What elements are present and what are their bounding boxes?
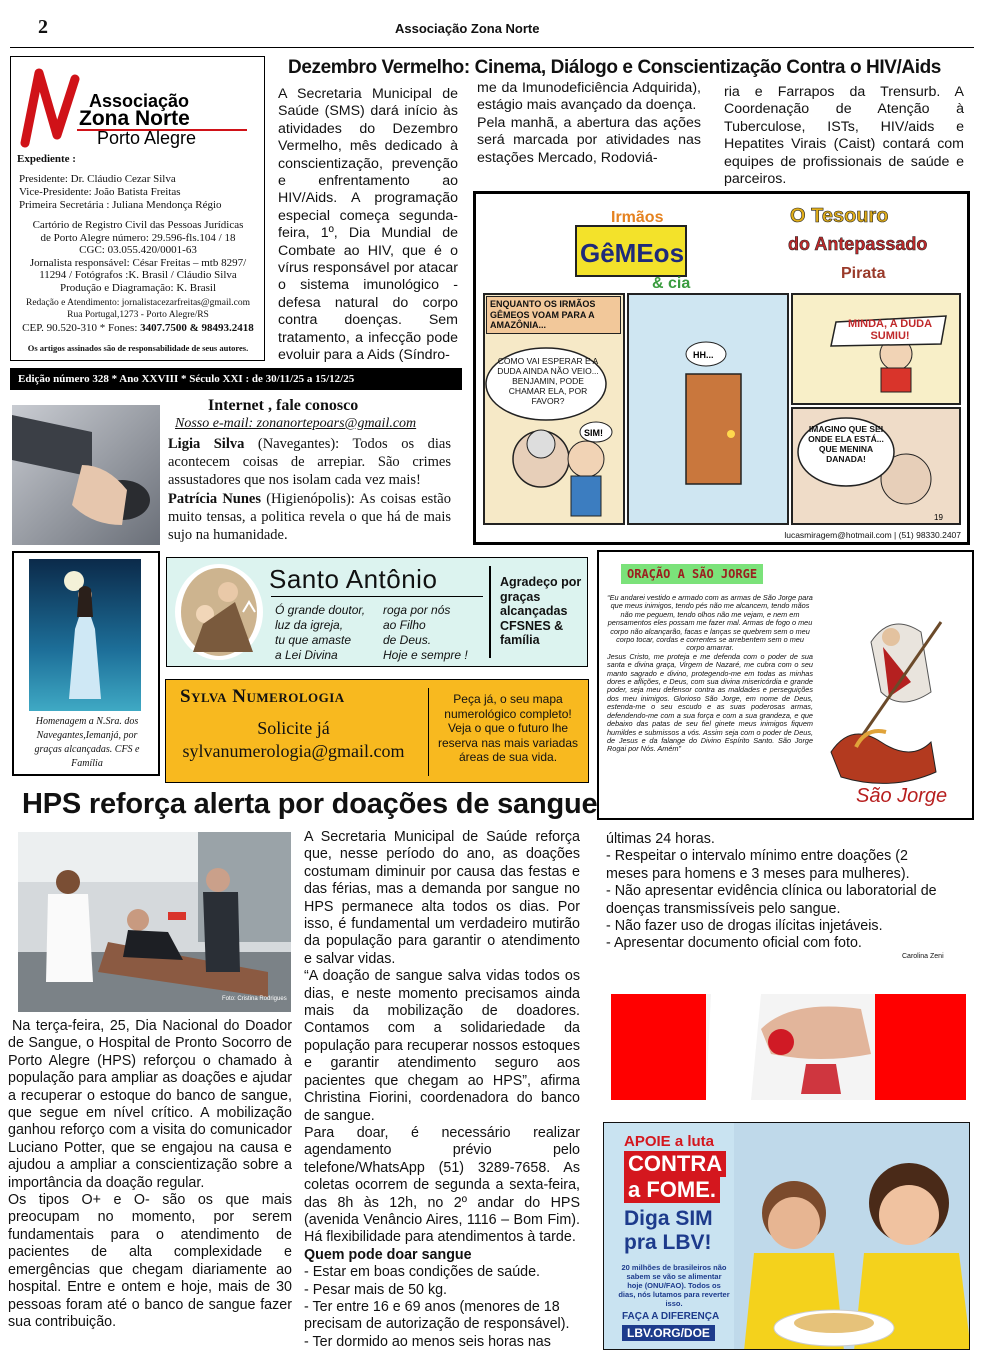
association-logo	[17, 65, 257, 155]
staff-list	[19, 173, 222, 212]
contact-line: Redação e Atendimento: jornalistacezarfreitas@gmail.com	[26, 298, 250, 308]
registry-line: 11294 / Fotógrafos :K. Brasil / Cláudio Silva	[39, 269, 237, 281]
lbv-cta: FAÇA A DIFERENÇA	[622, 1311, 720, 1322]
comic-bubble-5: IMAGINO QUE SEI ONDE ELA ESTÁ... QUE MENINA DANADA!	[808, 424, 884, 464]
masthead-box	[10, 56, 265, 361]
internet-letters	[168, 435, 451, 544]
sao-jorge-prayer	[607, 594, 813, 754]
staff-line: Vice-Presidente: João Batista Freitas	[19, 186, 181, 198]
santo-antonio-box	[166, 557, 588, 667]
staff-line: Primeira Secretária : Juliana Mendonça Régio	[19, 199, 222, 211]
letter-1-author: Ligia Silva	[168, 436, 245, 452]
lbv-ad[interactable]	[603, 1122, 970, 1350]
registry-line: de Porto Alegre número: 29.596-fls.104 / 18	[40, 231, 236, 244]
prayer-part-1: “Eu andarei vestido e armado com as armas de São Jorge para que meus inimigos, tendo pés não me alcancem, tendo mãos não me peguem, tendo olhos não me vejam, e nem em pensamentos eles possam me fazer mal. Armas de fogo o meu corpo não alcançarão, facas e lanças se quebrem sem o meu corpo tocar, cordas e correntes se arrebentem sem o meu corpo amarrar.	[607, 593, 813, 653]
hps-headline: HPS reforça alerta por doações de sangue	[22, 788, 598, 820]
sao-jorge-box	[597, 550, 974, 820]
hps-col-1-p1: Na terça-feira, 25, Dia Nacional do Doador de Sangue, o Hospital de Pronto Socorro de Porto Alegre (HPS) reforçou o chamado à população para ampliar as doações e ajudar a recuperar o estoque do banco de sangue, que segue em nível crítico. A mobilização ganhou reforço com a visita do comunicador Luciano Potter, que se engajou na causa e ajudou a ampliar a conscientização sobre a importância da doação regular.	[8, 1018, 292, 1191]
hps-col-3-item: - Não apresentar evidência clínica ou laboratorial de doenças transmissíveis pelo sangue.	[606, 883, 937, 917]
numerologia-title: Sylva Numerologia	[180, 686, 345, 707]
hps-req-item: - Ter dormido ao menos seis horas nas	[304, 1333, 551, 1350]
iemanja-caption: Homenagem a N.Sra. dos Navegantes,Iemanjá, por graças alcançadas. CFS e Família	[34, 716, 140, 769]
logo-line-2: Zona Norte	[79, 107, 190, 130]
hps-req-item: - Estar em boas condições de saúde.	[304, 1264, 541, 1281]
numerologia-ad	[165, 679, 589, 783]
iemanja-image	[29, 559, 141, 711]
comic-page-number: 19	[934, 513, 943, 522]
comic-title-left-3: & cia	[652, 275, 691, 292]
iemanja-tribute	[12, 551, 160, 776]
santo-antonio-image	[173, 562, 265, 662]
comic-art	[476, 194, 967, 542]
internet-email: Nosso e-mail: zonanortepoars@gmail.com	[175, 416, 417, 431]
lbv-line-4: Diga SIM	[624, 1207, 713, 1230]
poem-right: roga por nós	[383, 603, 451, 617]
edition-bar: Edição número 328 * Ano XXVIII * Século XXI : de 30/11/25 a 15/12/25	[10, 368, 462, 390]
disclaimer: Os artigos assinados são de responsabilidade de seus autores.	[27, 343, 249, 353]
santo-antonio-rule	[271, 596, 483, 597]
comic-title-right-3: Pirata	[841, 265, 886, 282]
logo-line-3: Porto Alegre	[97, 128, 197, 148]
poem-left: tu que amaste	[275, 633, 352, 647]
hps-col-2-p3: Para doar, é necessário realizar agendamento prévio pelo telefone/WhatsApp (51) 3289-7658. As coletas ocorrem de segunda a sexta-feira, das 8h às 12h, no 2º andar do HPS (avenida Venâncio Aires, 1116 – Bom Fim). Há flexibilidade para atendimentos à tarde.	[304, 1124, 580, 1246]
internet-title: Internet , fale conosco	[208, 397, 359, 414]
lbv-kids-image	[734, 1123, 970, 1350]
hps-col-3-item: - Apresentar documento oficial com foto.	[606, 935, 862, 952]
hps-req-item: - Ter entre 16 e 69 anos (menores de 18 precisam de autorização de responsável).	[304, 1298, 570, 1333]
dezembro-col-3: ria e Farrapos da Trensurb. A Coordenação de Atenção à Tuberculose, ISTs, HIV/aids e Hepatites Virais (Caist) contará com equipes de profissionais de saúde e parceiros.	[724, 84, 964, 188]
numerologia-email[interactable]: sylvanumerologia@gmail.com	[182, 741, 405, 761]
poem-right: ao Filho	[383, 618, 426, 632]
lbv-line-2: CONTRA	[624, 1151, 726, 1177]
publication-name: Associação Zona Norte	[395, 21, 540, 36]
poem-left: luz da igreja,	[275, 618, 344, 632]
lbv-line-3: a FOME.	[624, 1177, 720, 1203]
lbv-line-1: APOIE a luta	[624, 1133, 715, 1150]
hps-col-3	[606, 831, 950, 953]
photo-credit: Foto: Cristina Rodrigues	[222, 996, 287, 1002]
hps-col-2-p2: “A doação de sangue salva vidas todos os dias, e neste momento precisamos ainda mais da mobilização de doadores. Contamos com a solidariedade da população para recuperar nossos estoques e garantir atendimento seguro aos pacientes que chegam ao HPS”, afirma Christina Fiorini, coordenadora do banco de sangue.	[304, 968, 580, 1124]
contact-info	[13, 298, 263, 335]
lbv-line-5: pra LBV!	[624, 1231, 712, 1254]
hps-col-3-item: - Respeitar o intervalo mínimo entre doações (2 meses para homens e 3 meses para mulheres).	[606, 848, 910, 882]
registry-info	[13, 219, 263, 294]
comic-bubble-1: COMO VAI ESPERAR E A DUDA AINDA NÃO VEIO... BENJAMIN, PODE CHAMAR ELA, POR FAVOR?	[497, 356, 599, 406]
numerologia-divider	[428, 688, 429, 776]
registry-line: Cartório de Registro Civil das Pessoas Jurídicas	[32, 219, 244, 231]
poem-right: Hoje e sempre !	[383, 648, 468, 662]
phones: 3407.7500 & 98493.2418	[140, 322, 254, 334]
comic-caption: ENQUANTO OS IRMÃOS GÊMEOS VOAM PARA A AMAZÔNIA...	[486, 296, 621, 334]
blood-bag-image	[611, 994, 966, 1100]
hps-col-2	[304, 829, 580, 1351]
comic-title-left-2: GêMEos	[580, 238, 685, 268]
poem-left: Ó grande doutor,	[275, 603, 366, 617]
staff-line: Presidente: Dr. Cláudio Cezar Silva	[19, 173, 176, 185]
expediente-title: Expediente :	[17, 153, 76, 165]
page-number: 2	[38, 16, 48, 38]
registry-line: Produção e Diagramação: K. Brasil	[59, 281, 217, 294]
contact-line: Rua Portugal,1273 - Porto Alegre/RS	[67, 309, 209, 320]
hps-col-1-p2: Os tipos O+ e O- são os que mais preocupam no momento, por serem fundamentais para o atendimento de pacientes de alta complexidade e emergências que chegam diariamente ao hospital. Entre e ontem e hoje, mais de 30 pessoas foram até o banco de sangue fazer sua contribuição.	[8, 1192, 292, 1330]
letter-1-text: (Navegantes): Todos os dias acontecem coisas de arrepiar. São crimes assustadores que nos isolam cada vez mais!	[168, 436, 451, 489]
hps-col-2-p1: A Secretaria Municipal de Saúde reforça que, nesse período do ano, as doações costumam diminuir por causa das festas e das férias, mas a demanda por sangue no HPS permanece alta todos os dias. Por isso, é fundamental um verdadeiro mutirão da população para garantir o atendimento e salvar vidas.	[304, 829, 580, 967]
numerologia-promo: Peça já, o seu mapa numerológico completo! Veja o que o futuro lhe reserva nas mais variadas áreas de sua vida.	[437, 692, 579, 764]
letter-2-author: Patrícia Nunes	[168, 490, 262, 507]
dezembro-col-2-p1: me da Imunodeficiência Adquirida), estágio mais avançado da doença.	[477, 80, 701, 114]
registry-line: CGC: 03.055.420/0001-63	[79, 244, 197, 256]
comic-bubble-2: SIM!	[584, 428, 603, 438]
dezembro-col-2	[477, 80, 701, 167]
poem-left: a Lei Divina	[275, 648, 338, 662]
lbv-url[interactable]: LBV.ORG/DOE	[622, 1325, 715, 1341]
comic-title-right-2: do Antepassado	[788, 234, 928, 254]
letter-2-text: (Higienópolis): As coisas estão muito tensas, a politica revela o que há de mais sujo na humanidade.	[168, 490, 451, 544]
sao-jorge-image	[811, 602, 971, 812]
sao-jorge-title: ORAÇÃO A SÃO JORGE	[621, 564, 763, 584]
santo-antonio-thanks: Agradeço por graças alcançadas CFSNES & família	[500, 575, 582, 647]
hps-col-3-item: - Não fazer uso de drogas ilícitas injetáveis.	[606, 918, 883, 935]
header-rule	[10, 47, 974, 48]
lbv-fact: 20 milhões de brasileiros não sabem se vão se alimentar hoje (ONU/FAO). Todos os dias, nós lutamos para reverter isso.	[618, 1263, 730, 1308]
hps-col-1	[8, 1018, 292, 1331]
hps-col-3-item: últimas 24 horas.	[606, 831, 715, 847]
comic-credit: lucasmiragem@hotmail.com | (51) 98330.2407	[784, 530, 961, 540]
dezembro-col-1: A Secretaria Municipal de Saúde (SMS) dará início às atividades do Dezembro Vermelho, mês dedicado à conscientização, prevenção e enfrentamento ao HIV/Aids. A programação especial começa segunda-feira, 1º, Dia Mundial de Combate ao HIV, que é o vírus responsável por atacar o sistema imunológico - defesa natural do corpo contra doenças. Sem tratamento, a infecção pode evoluir para a Aids (Síndro-	[278, 86, 458, 364]
hps-req-item: - Pesar mais de 50 kg.	[304, 1281, 448, 1298]
blood-donation-photo	[18, 832, 291, 1012]
sao-jorge-signature: São Jorge	[856, 785, 948, 807]
registry-line: Jornalista responsável: César Freitas – mtb 8297/	[29, 256, 247, 269]
santo-antonio-divider	[489, 566, 491, 658]
hps-req-title: Quem pode doar sangue	[304, 1246, 472, 1263]
dezembro-headline: Dezembro Vermelho: Cinema, Diálogo e Conscientização Contra o HIV/Aids	[288, 57, 941, 78]
computer-mouse-photo	[12, 405, 160, 545]
comic-bubble-4: MINDA, A DUDA SUMIU!	[847, 318, 933, 342]
comic-strip	[473, 191, 970, 545]
poem-right: de Deus.	[383, 633, 432, 647]
santo-antonio-poem	[275, 603, 468, 663]
logo-line-1: Associação	[89, 91, 190, 111]
comic-title-right-1: O Tesouro	[790, 205, 889, 227]
dezembro-col-2-p2: Pela manhã, a abertura das ações será marcada por atividades nas estações Mercado, Rodoviá-	[477, 114, 701, 166]
comic-bubble-3: HH...	[693, 350, 714, 360]
comic-title-left-1: Irmãos	[611, 209, 664, 226]
hps-byline: Carolina Zeni	[902, 953, 944, 960]
prayer-part-2: Jesus Cristo, me proteja e me defenda com o poder de sua santa e divina graça, Virgem de Nazaré, me cubra com o seu manto sagrado e divino, protegendo-me em todas as minhas dores e aflições, e Deus, com sua divina misericórdia e grande poder, seja meu defensor contra as maldades e perseguições dos meu inimigos. Glorioso São Jorge, em nome de Deus, estenda-me o seu escudo e as suas poderosas armas, defendendo-me com a sua força e com a sua grandeza, e que debaixo das patas de seu fiel ginete meus inimigos fiquem humildes e submissos a vós. Assim seja com o poder de Deus, de Jesus e da falange do Divino Espírito Santo. São Jorge Rogai por Nós. Amém”	[607, 651, 813, 754]
cep-line: CEP. 90.520-310 * Fones:	[22, 322, 141, 334]
comic-panel-3	[792, 294, 960, 404]
santo-antonio-title: Santo Antônio	[269, 564, 438, 594]
numerologia-line-1: Solicite já	[257, 718, 330, 738]
